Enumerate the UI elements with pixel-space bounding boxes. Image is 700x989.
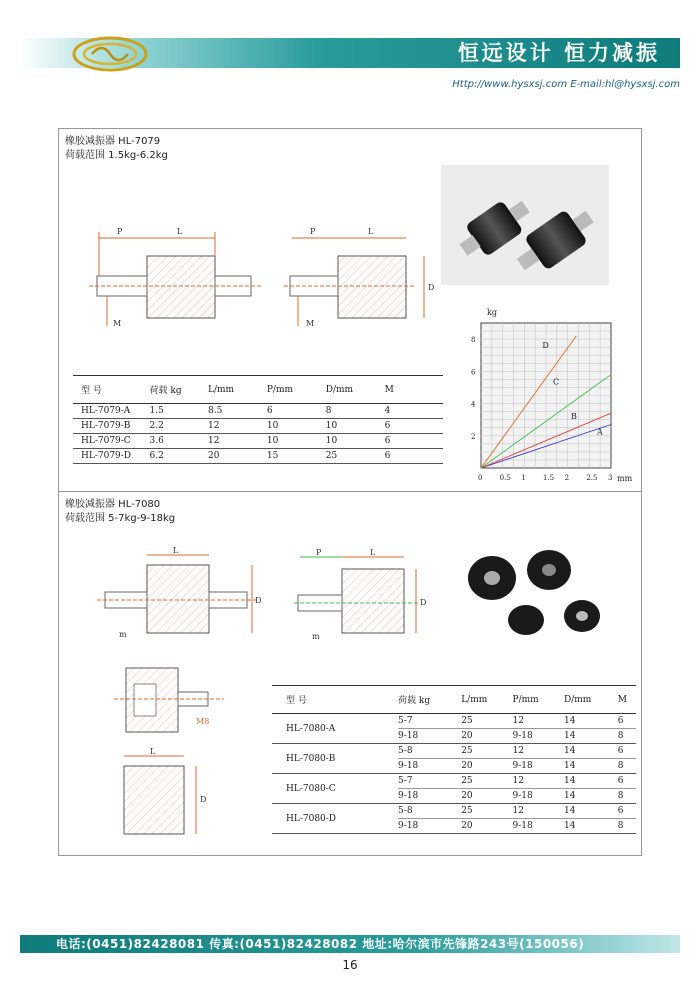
- table-header-cell: D/mm: [325, 384, 354, 395]
- table-row: [272, 744, 636, 759]
- x-tick-label: 1.5: [543, 474, 555, 482]
- y-tick-label: 6: [471, 368, 476, 377]
- dim-label-p: P: [316, 548, 322, 557]
- dim-label-d: D: [420, 598, 427, 607]
- dim-label-p: P: [117, 227, 123, 236]
- y-axis-label: kg: [487, 308, 497, 317]
- table-cell: 4: [384, 406, 391, 416]
- dim-label-m: M: [113, 319, 122, 328]
- x-tick-label: 2: [564, 474, 570, 482]
- dim-label-m: M: [306, 319, 315, 328]
- table-cell: 10: [325, 421, 338, 431]
- table-cell: 9-18: [512, 791, 533, 801]
- table-cell: 3.6: [149, 436, 164, 446]
- table-header-cell: P/mm: [512, 694, 539, 705]
- table-cell: 14: [564, 821, 576, 831]
- dim-label-d: D: [255, 596, 262, 605]
- table-cell: 25: [461, 716, 473, 726]
- table-cell: 8: [617, 821, 624, 831]
- table-cell: 14: [564, 746, 576, 756]
- dimension-drawing-front: [89, 224, 264, 334]
- table-cell: 6: [266, 406, 273, 416]
- table-cell: 25: [461, 746, 473, 756]
- table-cell: 5-8: [398, 746, 413, 756]
- table-cell: 8: [617, 731, 624, 741]
- spec-table-hl7080: [272, 685, 636, 834]
- dimension-drawing-side: [284, 224, 444, 334]
- table-cell: 25: [461, 806, 473, 816]
- dimension-drawing-front: [97, 547, 272, 642]
- x-tick-label: 1: [521, 474, 526, 482]
- load-deflection-chart: [457, 299, 632, 489]
- table-cell: 6: [617, 806, 624, 816]
- table-row: [272, 804, 636, 819]
- damper-photo-icon: [441, 165, 609, 285]
- y-tick-label: 2: [471, 432, 476, 441]
- dim-label-l: L: [368, 227, 374, 236]
- table-cell: 9-18: [512, 731, 533, 741]
- table-cell: 14: [564, 731, 576, 741]
- series-label-d: D: [542, 340, 549, 350]
- dim-label-p: P: [310, 227, 316, 236]
- model-cell: HL-7080-D: [272, 804, 398, 834]
- table-row: [73, 449, 443, 464]
- block-drawing: [114, 744, 224, 839]
- table-header-cell: 型 号: [81, 386, 102, 396]
- table-cell: 6: [617, 746, 624, 756]
- table-cell: 14: [564, 806, 576, 816]
- model-cell: HL-7080-A: [272, 714, 398, 744]
- table-row: [272, 774, 636, 789]
- table-cell: 9-18: [512, 821, 533, 831]
- table-header-cell: L/mm: [208, 384, 235, 395]
- table-cell: 12: [208, 421, 220, 431]
- table-cell: 10: [266, 421, 279, 431]
- x-tick-label: 2.5: [586, 474, 598, 482]
- model-cell: HL-7080-B: [272, 744, 398, 774]
- dim-label-l: L: [173, 547, 179, 555]
- product-model-caption: 橡胶减振器 HL-7080: [65, 499, 161, 510]
- cross-section-drawing: [114, 662, 234, 737]
- table-header-cell: 型 号: [286, 696, 307, 706]
- table-cell: 5-7: [398, 716, 413, 726]
- dimension-drawing-side: [294, 547, 454, 642]
- dim-label-l: L: [150, 747, 156, 756]
- table-header-cell: L/mm: [461, 694, 488, 705]
- product-photo-hl7079: [441, 165, 609, 285]
- table-cell: 9-18: [512, 761, 533, 771]
- table-cell: 9-18: [398, 791, 419, 801]
- section-caption: [65, 498, 175, 526]
- table-cell: 1.5: [149, 406, 164, 416]
- table-cell: 20: [461, 761, 473, 771]
- damper-photo-icon: [454, 542, 609, 647]
- table-cell: 12: [208, 436, 220, 446]
- table-cell: 6: [384, 451, 391, 461]
- table-cell: 2.2: [149, 421, 164, 431]
- table-cell: 12: [512, 716, 524, 726]
- load-range-caption: 荷载范围 5-7kg-9-18kg: [65, 513, 176, 524]
- table-cell: 6: [617, 716, 624, 726]
- table-row: [73, 434, 443, 449]
- table-cell: 8.5: [208, 406, 223, 416]
- table-cell: HL-7079-C: [81, 436, 131, 446]
- table-cell: 6: [617, 776, 624, 786]
- table-cell: HL-7079-D: [81, 451, 132, 461]
- dim-label-l: L: [177, 227, 183, 236]
- table-cell: 12: [512, 746, 524, 756]
- table-cell: 5-8: [398, 806, 413, 816]
- product-photo-hl7080: [454, 542, 609, 647]
- table-cell: 6.2: [149, 451, 164, 461]
- table-cell: 8: [617, 761, 624, 771]
- series-label-a: A: [597, 427, 603, 437]
- table-cell: 10: [266, 436, 279, 446]
- table-cell: 10: [325, 436, 338, 446]
- table-cell: 14: [564, 716, 576, 726]
- table-cell: HL-7079-A: [81, 406, 131, 416]
- x-tick-label: 0: [478, 474, 483, 482]
- y-tick-label: 8: [471, 336, 476, 345]
- table-cell: 9-18: [398, 821, 419, 831]
- table-cell: 12: [512, 806, 524, 816]
- table-cell: 20: [461, 791, 473, 801]
- table-cell: 9-18: [398, 731, 419, 741]
- table-cell: HL-7079-B: [81, 421, 131, 431]
- table-cell: 9-18: [398, 761, 419, 771]
- x-tick-label: 3: [608, 474, 613, 482]
- table-cell: 5-7: [398, 776, 413, 786]
- table-cell: 6: [384, 436, 391, 446]
- table-cell: 20: [461, 821, 473, 831]
- footer-contact: 电话:(0451)82428081 传真:(0451)82428082 地址:哈尔滨市先锋路243号(150056): [56, 937, 585, 951]
- table-cell: 20: [461, 731, 473, 741]
- table-header-cell: M: [384, 384, 394, 395]
- dim-label-m: m: [119, 630, 127, 639]
- table-cell: 20: [208, 451, 220, 461]
- spec-table-hl7079: [73, 375, 443, 464]
- table-cell: 14: [564, 761, 576, 771]
- table-header-cell: M: [617, 694, 628, 705]
- dim-label-d: D: [428, 283, 435, 292]
- table-cell: 8: [325, 406, 332, 416]
- table-cell: 12: [512, 776, 524, 786]
- table-cell: 14: [564, 776, 576, 786]
- table-cell: 6: [384, 421, 391, 431]
- table-header-cell: P/mm: [266, 384, 294, 395]
- y-tick-label: 4: [471, 400, 476, 409]
- header-title: 恒远设计 恒力减振: [457, 41, 660, 65]
- table-cell: 8: [617, 791, 624, 801]
- table-header-cell: 荷载 kg: [149, 386, 182, 396]
- page-number: 16: [342, 958, 358, 972]
- x-tick-label: 0.5: [499, 474, 511, 482]
- table-row: [272, 714, 636, 729]
- section-caption: [65, 135, 168, 163]
- product-model-caption: 橡胶减振器 HL-7079: [65, 136, 161, 147]
- dim-label-m8: M8: [196, 717, 210, 726]
- series-label-b: B: [571, 412, 577, 422]
- company-logo-icon: [70, 34, 150, 74]
- dim-label-m: m: [312, 632, 320, 641]
- table-cell: 25: [325, 451, 338, 461]
- table-header-cell: 荷载 kg: [398, 696, 431, 706]
- load-range-caption: 荷载范围 1.5kg-6.2kg: [65, 150, 168, 161]
- dim-label-d: D: [200, 795, 207, 804]
- product-section-hl7080: [58, 491, 642, 856]
- table-row: [73, 404, 443, 419]
- contact-info: Http://www.hysxsj.com E-mail:hl@hysxsj.com: [452, 79, 680, 90]
- table-cell: 25: [461, 776, 473, 786]
- table-header-cell: D/mm: [564, 694, 592, 705]
- dim-label-l: L: [370, 548, 376, 557]
- table-row: [73, 419, 443, 434]
- table-cell: 14: [564, 791, 576, 801]
- series-label-c: C: [553, 377, 560, 387]
- product-section-hl7079: [58, 128, 642, 492]
- model-cell: HL-7080-C: [272, 774, 398, 804]
- x-axis-label: mm: [617, 474, 632, 483]
- table-cell: 15: [266, 451, 279, 461]
